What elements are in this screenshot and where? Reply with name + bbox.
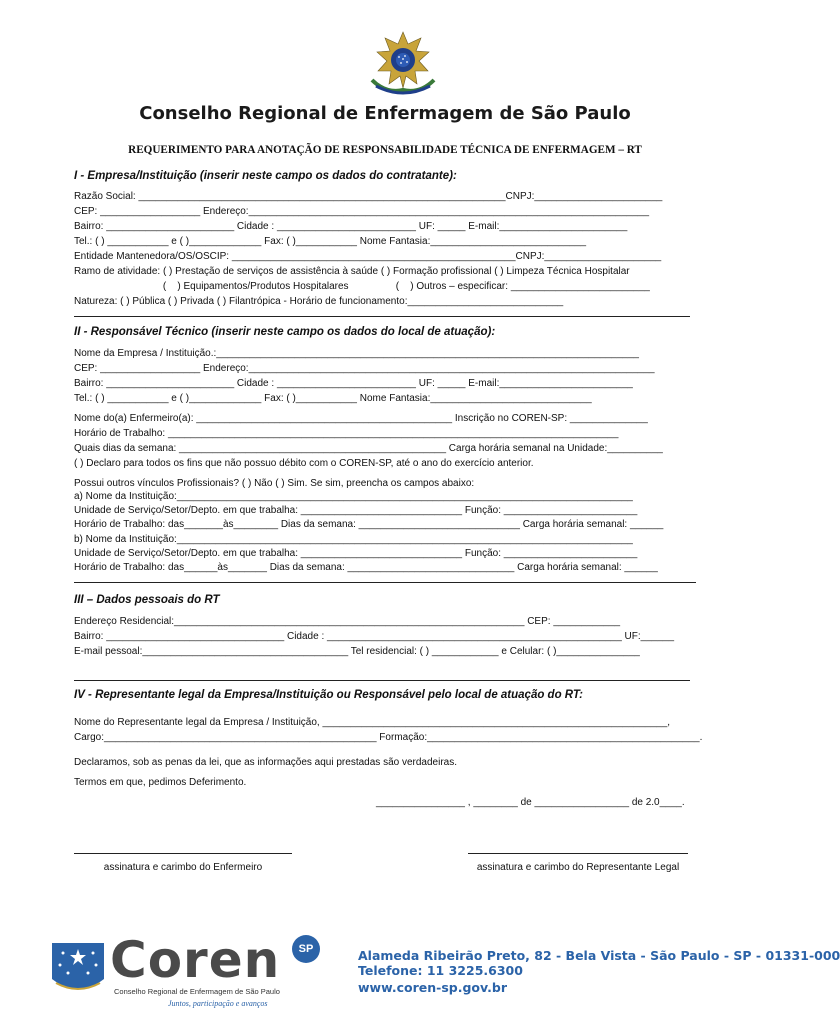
section-1-heading: I - Empresa/Instituição (inserir neste campo os dados do contratante):	[74, 170, 457, 182]
field-instituicao-a[interactable]: a) Nome da Instituição:__________________________________________________________________________________	[74, 491, 633, 502]
field-cep-endereco[interactable]: CEP: __________________ Endereço:________________________________________________________________________	[74, 206, 650, 217]
declaration-checkbox[interactable]: ( ) Declaro para todos os fins que não possuo débito com o COREN-SP, até o ano do exercício anterior.	[74, 458, 534, 469]
field-horario-trabalho[interactable]: Horário de Trabalho: _________________________________________________________________________________	[74, 428, 619, 439]
sp-badge: SP	[292, 935, 320, 963]
field-telefone-2[interactable]: Tel.: ( ) ___________ e ( )_____________ Fax: ( )___________ Nome Fantasia:_____________________________	[74, 393, 592, 404]
field-natureza[interactable]: Natureza: ( ) Pública ( ) Privada ( ) Filantrópica - Horário de funcionamento:____________________________	[74, 296, 564, 307]
section-2-heading: II - Responsável Técnico (inserir neste campo os dados do local de atuação):	[74, 326, 496, 338]
footer-website[interactable]: www.coren-sp.gov.br	[358, 980, 507, 995]
signature-line-representative[interactable]	[468, 853, 688, 854]
coren-tagline: Juntos, participação e avanços	[168, 999, 268, 1008]
signature-label-representative: assinatura e carimbo do Representante Legal	[476, 862, 680, 873]
field-unidade-b[interactable]: Unidade de Serviço/Setor/Depto. em que trabalha: _____________________________ Função: ________________________	[74, 548, 638, 559]
field-cargo-formacao[interactable]: Cargo:_________________________________________________ Formação:_________________________________________________.	[74, 732, 703, 743]
document-title: REQUERIMENTO PARA ANOTAÇÃO DE RESPONSABILIDADE TÉCNICA DE ENFERMAGEM – RT	[128, 144, 642, 156]
organization-name: Conselho Regional de Enfermagem de São Paulo	[139, 103, 631, 124]
field-cep-endereco-2[interactable]: CEP: __________________ Endereço:_________________________________________________________________________	[74, 363, 655, 374]
field-razao-social[interactable]: Razão Social: __________________________________________________________________CNPJ:_______________________	[74, 191, 663, 202]
field-nome-empresa[interactable]: Nome da Empresa / Instituição.:____________________________________________________________________________	[74, 348, 639, 359]
footer-address: Alameda Ribeirão Preto, 82 - Bela Vista - São Paulo - SP - 01331-000	[358, 948, 840, 963]
footer-phone: Telefone: 11 3225.6300	[358, 963, 523, 978]
field-horario-b[interactable]: Horário de Trabalho: das______às_______ Dias da semana: ______________________________ Carga horária semanal: ______	[74, 562, 658, 573]
coren-sp-logo	[48, 931, 338, 1015]
field-bairro-cidade-3[interactable]: Bairro: ________________________________ Cidade : _____________________________________________________ UF:______	[74, 631, 675, 642]
field-unidade-a[interactable]: Unidade de Serviço/Setor/Depto. em que trabalha: _____________________________ Função: ________________________	[74, 505, 638, 516]
field-ramo-atividade-cont[interactable]: ( ) Equipamentos/Produtos Hospitalares ( ) Outros – especificar: _________________________	[74, 281, 650, 292]
divider	[74, 680, 690, 681]
field-bairro-cidade-2[interactable]: Bairro: _______________________ Cidade : _________________________ UF: _____ E-mail:________________________	[74, 378, 633, 389]
field-bairro-cidade[interactable]: Bairro: _______________________ Cidade : _________________________ UF: _____ E-mail:_______________________	[74, 221, 628, 232]
signature-line-nurse[interactable]	[74, 853, 292, 854]
section-4-heading: IV - Representante legal da Empresa/Instituição ou Responsável pelo local de atuação do RT:	[74, 689, 583, 701]
field-outros-vinculos[interactable]: Possui outros vínculos Profissionais? ( ) Não ( ) Sim. Se sim, preencha os campos abaixo:	[74, 478, 475, 489]
field-telefone[interactable]: Tel.: ( ) ___________ e ( )_____________ Fax: ( )___________ Nome Fantasia:____________________________	[74, 236, 587, 247]
field-endereco-residencial[interactable]: Endereço Residencial:_______________________________________________________________ CEP: ____________	[74, 616, 621, 627]
field-ramo-atividade[interactable]: Ramo de atividade: ( ) Prestação de serviços de assistência à saúde ( ) Formação profissional ( ) Limpeza Técnica Hospitalar	[74, 266, 630, 277]
coren-emblem-icon	[48, 939, 108, 999]
closing-text: Termos em que, pedimos Deferimento.	[74, 777, 247, 788]
field-representante-legal[interactable]: Nome do Representante legal da Empresa / Instituição, ______________________________________________________________,	[74, 717, 671, 728]
field-local-data[interactable]: ________________ , ________ de _________________ de 2.0____.	[376, 797, 685, 808]
coren-subtitle: Conselho Regional de Enfermagem de São Paulo	[114, 987, 280, 996]
signature-label-nurse: assinatura e carimbo do Enfermeiro	[103, 862, 263, 873]
field-dias-semana[interactable]: Quais dias da semana: ________________________________________________ Carga horária semanal na Unidade:__________	[74, 443, 663, 454]
section-3-heading: III – Dados pessoais do RT	[74, 594, 220, 606]
field-horario-a[interactable]: Horário de Trabalho: das_______às________ Dias da semana: _____________________________ Carga horária semanal: ______	[74, 519, 664, 530]
coren-wordmark: Coren	[110, 931, 281, 989]
divider	[74, 316, 690, 317]
divider	[74, 582, 696, 583]
field-email-telefones[interactable]: E-mail pessoal:_____________________________________ Tel residencial: ( ) ____________ e Celular: ( )_______________	[74, 646, 640, 657]
field-entidade-mantenedora[interactable]: Entidade Mantenedora/OS/OSCIP: ___________________________________________________CNPJ:_____________________	[74, 251, 662, 262]
brazil-coat-of-arms-icon	[366, 30, 440, 100]
field-nome-enfermeiro[interactable]: Nome do(a) Enfermeiro(a): ______________________________________________ Inscrição no COREN-SP: ______________	[74, 413, 648, 424]
field-instituicao-b[interactable]: b) Nome da Instituição:__________________________________________________________________________________	[74, 534, 633, 545]
declaration-text: Declaramos, sob as penas da lei, que as informações aqui prestadas são verdadeiras.	[74, 757, 457, 768]
